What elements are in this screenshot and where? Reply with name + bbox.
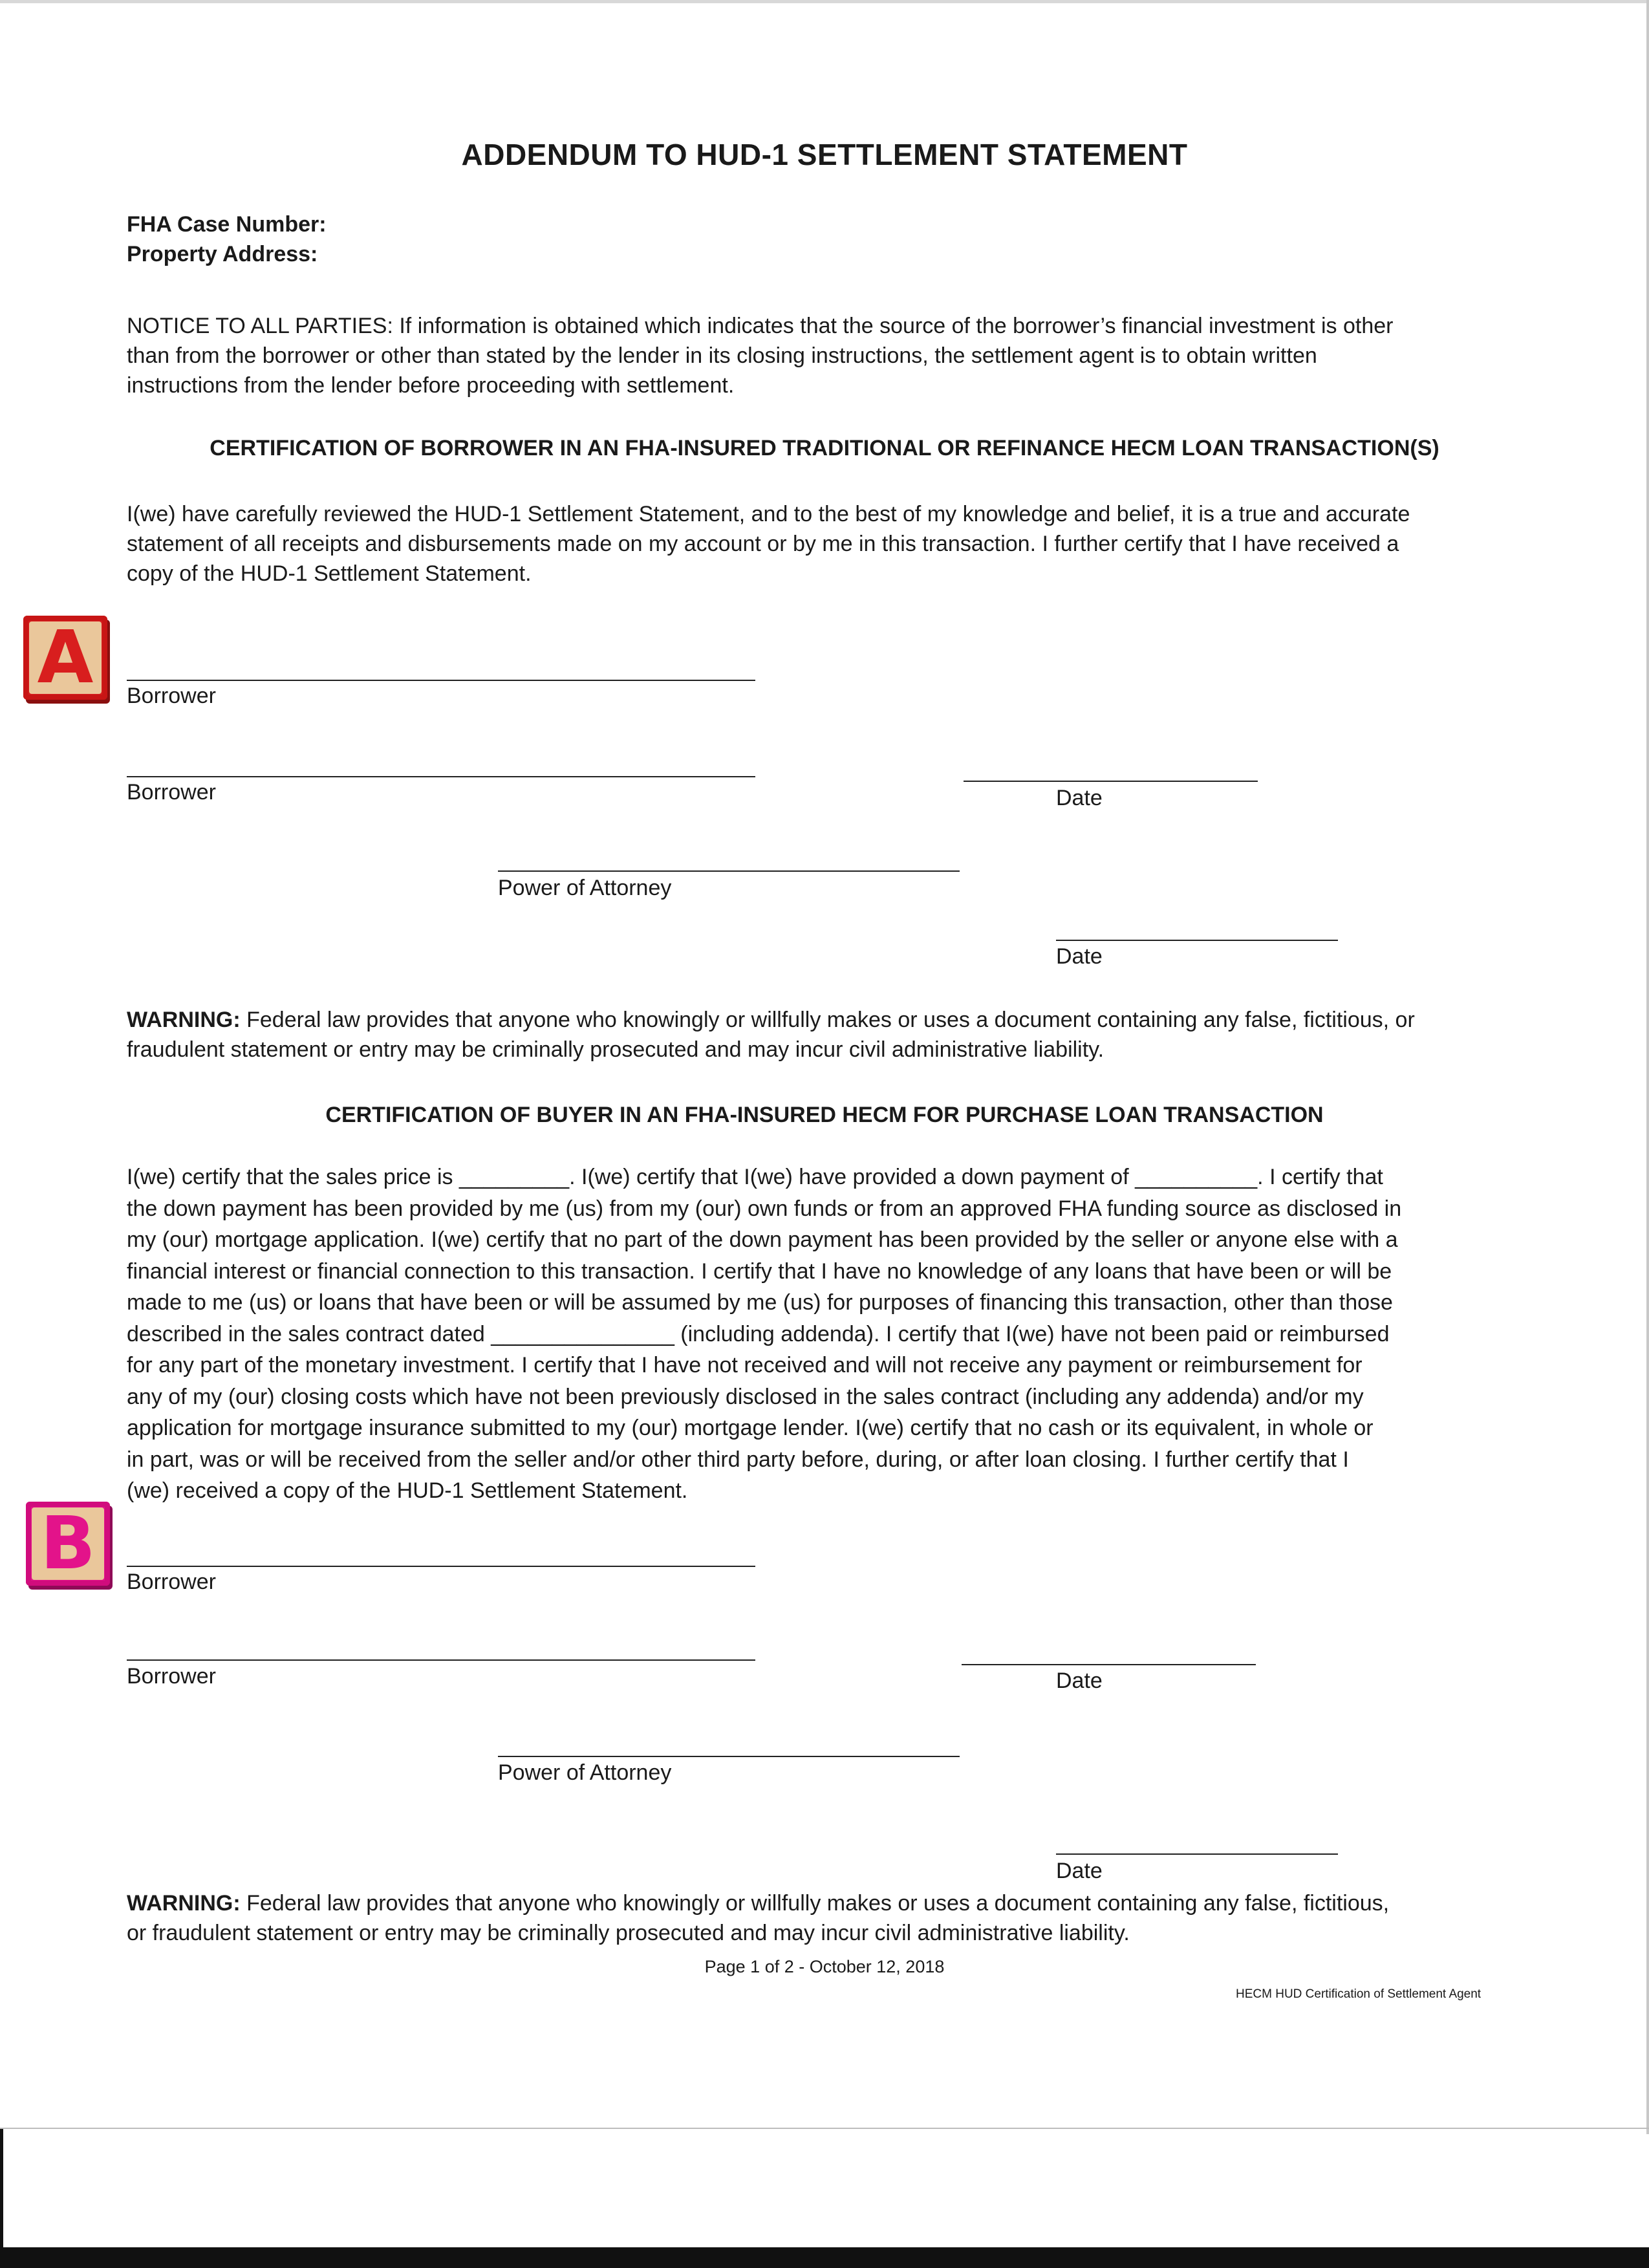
- section2-line: my (our) mortgage application. I(we) certify that no part of the down payment has been provided by the seller or anyone else with a: [127, 1227, 1398, 1252]
- section2-line: for any part of the monetary investment. I certify that I have not received and will not receive any payment or reimbursement for: [127, 1353, 1363, 1377]
- warning-label: WARNING:: [127, 1008, 241, 1032]
- scan-edge-right: [1646, 0, 1649, 2134]
- date-line-2[interactable]: [1056, 940, 1338, 941]
- scan-edge-bottom-line: [0, 2128, 1649, 2129]
- buyer-date-label-2: Date: [1056, 1859, 1103, 1883]
- section2-line: application for mortgage insurance submitted to my (our) mortgage lender. I(we) certify that no cash or its equivalent, in whole or: [127, 1416, 1374, 1440]
- warning-text: or fraudulent statement or entry may be criminally prosecuted and may incur civil administrative liability.: [127, 1921, 1130, 1945]
- section2-line: described in the sales contract dated _______________ (including addenda). I certify that I(we) have not been paid or reimbursed: [127, 1321, 1390, 1346]
- section2-heading: CERTIFICATION OF BUYER IN AN FHA-INSURED HECM FOR PURCHASE LOAN TRANSACTION: [325, 1103, 1324, 1127]
- warning-label: WARNING:: [127, 1891, 241, 1916]
- section2-line: in part, was or will be received from the seller and/or other third party before, during, or after loan closing. I further certify that I: [127, 1447, 1349, 1472]
- buyer-poa-signature-line[interactable]: [498, 1756, 960, 1757]
- buyer-borrower-label-2: Borrower: [127, 1664, 216, 1689]
- section2-line: (we) received a copy of the HUD-1 Settlement Statement.: [127, 1478, 688, 1503]
- section2-body: [127, 1161, 1524, 1507]
- scan-edge-bottom: [0, 2247, 1649, 2268]
- warning-text: Federal law provides that anyone who knowingly or willfully makes or uses a document containing any false, fictitious,: [240, 1891, 1390, 1916]
- marker-a-letter: A: [29, 621, 102, 694]
- section2-line: made to me (us) or loans that have been or will be assumed by me (us) for purposes of financing this transaction, other than those: [127, 1290, 1393, 1315]
- marker-b-letter: B: [32, 1507, 104, 1580]
- section1-warning: [127, 1005, 1524, 1064]
- date-label-1: Date: [1056, 786, 1103, 810]
- scan-edge-left: [0, 2129, 3, 2247]
- borrower-signature-line-2[interactable]: [127, 776, 755, 777]
- property-address-label: Property Address:: [127, 242, 318, 266]
- warning-text: Federal law provides that anyone who knowingly or willfully makes or uses a document containing any false, fictitious, or: [240, 1008, 1415, 1032]
- marker-a-block: [23, 616, 107, 700]
- poa-signature-line[interactable]: [498, 870, 960, 872]
- buyer-borrower-signature-line-2[interactable]: [127, 1659, 755, 1661]
- borrower-label-1: Borrower: [127, 684, 216, 708]
- section1-line: copy of the HUD-1 Settlement Statement.: [127, 561, 532, 586]
- notice-paragraph: [127, 311, 1524, 400]
- buyer-date-label-1: Date: [1056, 1669, 1103, 1693]
- section2-line: financial interest or financial connection to this transaction. I certify that I have no knowledge of any loans that have been or will be: [127, 1258, 1392, 1284]
- borrower-signature-line-1[interactable]: [127, 680, 755, 681]
- scan-edge-top: [0, 0, 1649, 3]
- section2-warning: [127, 1888, 1524, 1948]
- date-line-1[interactable]: [964, 781, 1258, 782]
- buyer-poa-label: Power of Attorney: [498, 1760, 672, 1785]
- section2-line: I(we) certify that the sales price is _________. I(we) certify that I(we) have provided a down payment of __________. I certify that: [127, 1165, 1383, 1189]
- date-label-2: Date: [1056, 944, 1103, 969]
- buyer-date-line-2[interactable]: [1056, 1853, 1338, 1855]
- form-name: HECM HUD Certification of Settlement Agent: [1236, 1987, 1482, 2001]
- section2-line: any of my (our) closing costs which have not been previously disclosed in the sales contract (including any addenda) and/or my: [127, 1384, 1364, 1409]
- section1-heading: CERTIFICATION OF BORROWER IN AN FHA-INSURED TRADITIONAL OR REFINANCE HECM LOAN TRANSACTION(S): [210, 436, 1439, 460]
- borrower-label-2: Borrower: [127, 780, 216, 805]
- buyer-borrower-signature-line-1[interactable]: [127, 1566, 755, 1567]
- buyer-borrower-label-1: Borrower: [127, 1570, 216, 1594]
- poa-label: Power of Attorney: [498, 876, 672, 900]
- section2-line: the down payment has been provided by me (us) from my (our) own funds or from an approved FHA funding source as disclosed in: [127, 1196, 1402, 1221]
- warning-text: fraudulent statement or entry may be criminally prosecuted and may incur civil administrative liability.: [127, 1037, 1105, 1062]
- marker-b-block: [26, 1502, 110, 1586]
- page-number: Page 1 of 2 - October 12, 2018: [704, 1957, 945, 1976]
- notice-line: than from the borrower or other than stated by the lender in its closing instructions, the settlement agent is to obtain written: [127, 343, 1317, 368]
- notice-line: instructions from the lender before proceeding with settlement.: [127, 373, 735, 398]
- notice-line: NOTICE TO ALL PARTIES: If information is obtained which indicates that the source of the borrower’s financial investment is other: [127, 314, 1394, 338]
- section1-line: I(we) have carefully reviewed the HUD-1 Settlement Statement, and to the best of my knowledge and belief, it is a true and accurate: [127, 502, 1410, 526]
- section1-line: statement of all receipts and disbursements made on my account or by me in this transaction. I further certify that I have received a: [127, 532, 1399, 556]
- document-title: ADDENDUM TO HUD-1 SETTLEMENT STATEMENT: [461, 138, 1188, 171]
- buyer-date-line-1[interactable]: [962, 1664, 1256, 1665]
- section1-body: [127, 499, 1524, 589]
- fha-case-number-label: FHA Case Number:: [127, 212, 327, 237]
